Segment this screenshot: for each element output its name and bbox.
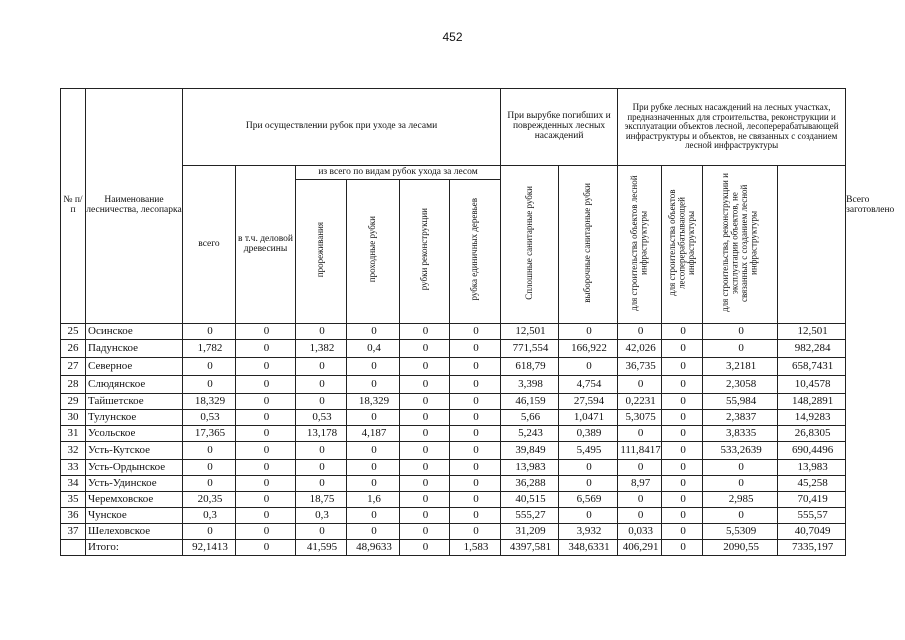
row-value-cell: 40,515 [501, 492, 559, 508]
row-value-cell: 0 [400, 410, 450, 426]
row-value-cell: 690,4496 [778, 442, 846, 460]
row-value-cell: 10,4578 [778, 376, 846, 394]
row-value-cell: 0 [662, 540, 703, 556]
row-value-cell: 0 [400, 476, 450, 492]
row-value-cell: 0 [450, 460, 501, 476]
row-value-cell: 12,501 [778, 324, 846, 340]
row-value-cell: 0 [559, 358, 618, 376]
row-value-cell: 0 [703, 508, 778, 524]
row-value-cell: 1,583 [450, 540, 501, 556]
header-total: всего [183, 166, 236, 324]
row-value-cell: 36,735 [618, 358, 662, 376]
row-forestry-name: Усть-Ордынское [86, 460, 183, 476]
row-value-cell: 0 [400, 524, 450, 540]
row-number: 28 [61, 376, 86, 394]
row-value-cell: 0 [236, 340, 296, 358]
row-value-cell: 0,4 [347, 340, 400, 358]
row-value-cell: 0 [662, 524, 703, 540]
row-value-cell: 658,7431 [778, 358, 846, 376]
row-value-cell: 0,53 [296, 410, 347, 426]
row-value-cell: 3,2181 [703, 358, 778, 376]
row-value-cell: 0 [400, 540, 450, 556]
header-clear-sanitary: Сплошные санитарные рубки [501, 166, 559, 324]
row-value-cell: 3,932 [559, 524, 618, 540]
row-value-cell: 0 [450, 394, 501, 410]
row-value-cell: 0 [662, 410, 703, 426]
row-value-cell: 771,554 [501, 340, 559, 358]
row-number: 25 [61, 324, 86, 340]
row-value-cell: 0 [662, 358, 703, 376]
row-value-cell: 3,8335 [703, 426, 778, 442]
row-forestry-name: Шелеховское [86, 524, 183, 540]
row-value-cell: 0 [236, 394, 296, 410]
table-row [61, 460, 846, 476]
row-value-cell: 0 [662, 492, 703, 508]
header-processing-infra: для строительства объектов лесоперерабатывающей инфраструктуры [662, 166, 703, 324]
row-forestry-name: Усть-Удинское [86, 476, 183, 492]
row-value-cell: 0 [662, 394, 703, 410]
row-value-cell: 555,27 [501, 508, 559, 524]
row-value-cell: 0 [662, 376, 703, 394]
row-value-cell: 0 [236, 540, 296, 556]
row-value-cell: 0 [618, 492, 662, 508]
header-care-types: из всего по видам рубок ухода за лесом [296, 166, 501, 180]
row-number: 37 [61, 524, 86, 540]
row-value-cell: 0 [183, 524, 236, 540]
header-num: № п/п [61, 89, 86, 324]
row-value-cell: 0 [450, 442, 501, 460]
row-value-cell: 2,3837 [703, 410, 778, 426]
table-row [61, 442, 846, 460]
row-number: 33 [61, 460, 86, 476]
row-number: 29 [61, 394, 86, 410]
row-value-cell: 555,57 [778, 508, 846, 524]
header-care-group: При осуществлении рубок при уходе за лесами [183, 89, 501, 166]
row-value-cell: 55,984 [703, 394, 778, 410]
table-row [61, 394, 846, 410]
row-value-cell: 18,329 [347, 394, 400, 410]
row-value-cell: 0 [450, 508, 501, 524]
row-number: 31 [61, 426, 86, 442]
row-value-cell: 36,288 [501, 476, 559, 492]
row-value-cell: 0 [450, 410, 501, 426]
row-value-cell: 0 [618, 426, 662, 442]
row-value-cell: 18,329 [183, 394, 236, 410]
row-value-cell: 0 [559, 324, 618, 340]
row-value-cell: 26,8305 [778, 426, 846, 442]
row-value-cell: 13,983 [501, 460, 559, 476]
row-value-cell: 0 [400, 508, 450, 524]
harvest-table: № п/п Наименование лесничества, лесопарка При осуществлении рубок при уходе за лесами При вырубке погибших и поврежденных лесных насаждений При рубке лесных насаждений на лесных участках, предназначенных для строительства, реконструкции и эксплуатации объектов лесной, лесоперерабатывающей инфраструктуры и объектов, не связанных с созданием лесной инфраструктуры Всего заготовлено всего в т.ч. деловой древесины из всего по видам рубок ухода за лесом Сплошные санитарные рубки выборочные санитарные рубки для строительства объектов лесной инфраструктуры для строительства объектов лесоперерабатывающей инфраструктуры для строительства, реконструкции и эксплуатации объектов, не связанных с созданием лесной инфраструктуры прореживания проходные рубки рубки реконструкции рубка единичных деревьев 25 Осинское 0 0 0 0 0 0 12,501 0 0 0 0 12,501 26 Падунское 1,782 0 1,382 0,4 0 0 771,554 166,922 42,026 0 0 982,284 27 Северное 0 0 0 0 0 0 618,79 0 36,735 0 3,2181 658,7431 28 Слюдянское 0 0 0 0 0 0 3,398 4,754 0 0 2,3058 10,4578 29 Тайшетское 18,329 0 0 18,329 0 0 46,159 27,594 0,2231 0 55,984 148,2891 30 Тулунское 0,53 0 0,53 0 0 0 5,66 1,0471 5,3075 0 2,3837 14,9283 31 Усольское 17,365 0 13,178 4,187 0 0 5,243 0,389 0 0 3,8335 26,8305 32 Усть-Кутское 0 0 0 0 0 0 39,849 5,495 111,8417 0 533,2639 690,4496 33 Усть-Ордынское 0 0 0 0 0 0 13,983 0 0 0 0 13,983 34 Усть-Удинское 0 0 0 0 0 0 36,288 0 8,97 0 0 45,258 35 Черемховское 20,35 0 18,75 1,6 0 0 40,515 6,569 0 0 2,985 70,419 36 Чунское 0,3 0 0,3 0 0 0 555,27 0 0 0 0 555,57 37 Шелеховское 0 0 0 0 0 0 31,209 3,932 0,033 0 5,5309 40,7049 Итого: 92,1413 0 41,595 48,9633 0 1,583 4397,581 348,6331 406,291 0 2090,55 7335,197 [60, 88, 846, 556]
row-value-cell: 0 [347, 524, 400, 540]
row-value-cell: 0 [296, 394, 347, 410]
row-value-cell: 0 [450, 324, 501, 340]
table-row [61, 324, 846, 340]
row-value-cell: 4397,581 [501, 540, 559, 556]
row-value-cell: 0 [236, 426, 296, 442]
row-value-cell: 31,209 [501, 524, 559, 540]
row-value-cell: 0 [236, 358, 296, 376]
header-thinning: прореживания [296, 180, 347, 324]
row-value-cell: 0 [400, 394, 450, 410]
row-number: 26 [61, 340, 86, 358]
row-value-cell: 0 [662, 324, 703, 340]
row-value-cell: 0 [662, 340, 703, 358]
row-value-cell: 1,782 [183, 340, 236, 358]
row-number: 27 [61, 358, 86, 376]
row-value-cell: 27,594 [559, 394, 618, 410]
row-value-cell: 20,35 [183, 492, 236, 508]
row-value-cell: 0 [296, 358, 347, 376]
row-value-cell: 0 [347, 476, 400, 492]
row-value-cell: 0 [183, 324, 236, 340]
row-value-cell: 0,53 [183, 410, 236, 426]
table-row [61, 476, 846, 492]
row-value-cell: 0 [347, 410, 400, 426]
row-forestry-name: Черемховское [86, 492, 183, 508]
row-forestry-name: Падунское [86, 340, 183, 358]
row-value-cell: 41,595 [296, 540, 347, 556]
row-value-cell: 0 [347, 358, 400, 376]
row-value-cell: 0 [347, 442, 400, 460]
table-row [61, 340, 846, 358]
row-value-cell: 0 [450, 376, 501, 394]
row-value-cell: 0 [183, 476, 236, 492]
row-value-cell: 2,985 [703, 492, 778, 508]
row-value-cell: 48,9633 [347, 540, 400, 556]
row-value-cell: 0 [703, 324, 778, 340]
row-value-cell: 0 [296, 376, 347, 394]
table-row [61, 376, 846, 394]
table-row [61, 410, 846, 426]
row-value-cell: 0 [236, 410, 296, 426]
row-value-cell: 148,2891 [778, 394, 846, 410]
row-value-cell: 70,419 [778, 492, 846, 508]
row-forestry-name: Северное [86, 358, 183, 376]
row-forestry-name: Чунское [86, 508, 183, 524]
row-value-cell: 5,243 [501, 426, 559, 442]
row-value-cell: 0 [703, 476, 778, 492]
row-value-cell: 39,849 [501, 442, 559, 460]
header-name: Наименование лесничества, лесопарка [86, 89, 183, 324]
row-value-cell: 0,389 [559, 426, 618, 442]
row-value-cell: 0 [618, 508, 662, 524]
row-value-cell: 0 [703, 460, 778, 476]
header-reconstruction: рубки реконструкции [400, 180, 450, 324]
row-value-cell: 0 [450, 426, 501, 442]
row-value-cell: 4,187 [347, 426, 400, 442]
header-selective-sanitary: выборочные санитарные рубки [559, 166, 618, 324]
header-infra-group: При рубке лесных насаждений на лесных участках, предназначенных для строительства, реконструкции и эксплуатации объектов лесной, лесоперерабатывающей инфраструктуры и объектов, не связанных с созданием лесной инфраструктуры [618, 89, 846, 166]
row-value-cell: 0,2231 [618, 394, 662, 410]
table-row [61, 540, 846, 556]
row-value-cell: 18,75 [296, 492, 347, 508]
page-number: 452 [442, 30, 463, 44]
row-value-cell: 0 [662, 460, 703, 476]
header-passage: проходные рубки [347, 180, 400, 324]
row-value-cell: 0 [400, 426, 450, 442]
row-value-cell: 0 [236, 524, 296, 540]
row-value-cell: 0 [400, 376, 450, 394]
row-value-cell: 0 [296, 324, 347, 340]
table-row [61, 492, 846, 508]
row-value-cell: 0 [559, 476, 618, 492]
row-value-cell: 2,3058 [703, 376, 778, 394]
row-value-cell: 0 [347, 324, 400, 340]
row-value-cell: 13,983 [778, 460, 846, 476]
row-value-cell: 0 [236, 508, 296, 524]
row-value-cell: 0 [559, 460, 618, 476]
row-value-cell: 0 [296, 442, 347, 460]
table-row [61, 426, 846, 442]
row-value-cell: 0 [662, 508, 703, 524]
row-value-cell: 1,382 [296, 340, 347, 358]
row-value-cell: 17,365 [183, 426, 236, 442]
row-value-cell: 13,178 [296, 426, 347, 442]
row-value-cell: 0 [347, 508, 400, 524]
row-forestry-name: Усть-Кутское [86, 442, 183, 460]
row-value-cell: 0 [236, 442, 296, 460]
row-value-cell: 406,291 [618, 540, 662, 556]
row-value-cell: 0 [347, 460, 400, 476]
row-value-cell: 0 [183, 376, 236, 394]
header-single-trees: рубка единичных деревьев [450, 180, 501, 324]
row-value-cell: 0 [450, 524, 501, 540]
row-value-cell: 5,495 [559, 442, 618, 460]
row-value-cell: 0 [236, 460, 296, 476]
row-value-cell: 8,97 [618, 476, 662, 492]
table-body [61, 324, 846, 556]
row-value-cell: 46,159 [501, 394, 559, 410]
table-row [61, 358, 846, 376]
row-value-cell: 0 [400, 324, 450, 340]
row-value-cell: 0 [347, 376, 400, 394]
row-value-cell: 0 [236, 476, 296, 492]
row-value-cell: 0 [559, 508, 618, 524]
row-value-cell: 2090,55 [703, 540, 778, 556]
row-value-cell: 3,398 [501, 376, 559, 394]
table-row [61, 524, 846, 540]
row-value-cell: 0 [183, 460, 236, 476]
header-dead-group: При вырубке погибших и поврежденных лесных насаждений [501, 89, 618, 166]
row-value-cell: 0 [703, 340, 778, 358]
row-value-cell: 166,922 [559, 340, 618, 358]
row-value-cell: 0 [450, 492, 501, 508]
row-value-cell: 0,033 [618, 524, 662, 540]
row-value-cell: 45,258 [778, 476, 846, 492]
row-value-cell: 618,79 [501, 358, 559, 376]
row-value-cell: 0 [296, 476, 347, 492]
row-value-cell: 0 [450, 340, 501, 358]
row-value-cell: 5,5309 [703, 524, 778, 540]
row-value-cell: 0 [296, 524, 347, 540]
row-number: 30 [61, 410, 86, 426]
row-forestry-name: Усольское [86, 426, 183, 442]
row-number: 36 [61, 508, 86, 524]
row-value-cell: 0 [183, 358, 236, 376]
row-value-cell: 12,501 [501, 324, 559, 340]
row-value-cell: 982,284 [778, 340, 846, 358]
row-value-cell: 4,754 [559, 376, 618, 394]
row-value-cell: 14,9283 [778, 410, 846, 426]
row-number: 32 [61, 442, 86, 460]
row-number: 34 [61, 476, 86, 492]
row-value-cell: 111,8417 [618, 442, 662, 460]
row-value-cell: 5,66 [501, 410, 559, 426]
row-value-cell: 1,0471 [559, 410, 618, 426]
row-forestry-name: Тайшетское [86, 394, 183, 410]
row-value-cell: 0 [183, 442, 236, 460]
row-value-cell: 533,2639 [703, 442, 778, 460]
row-number [61, 540, 86, 556]
row-value-cell: 0 [296, 460, 347, 476]
row-value-cell: 0 [662, 442, 703, 460]
header-business: в т.ч. деловой древесины [236, 166, 296, 324]
row-value-cell: 0 [400, 460, 450, 476]
row-forestry-name: Итого: [86, 540, 183, 556]
row-value-cell: 0 [400, 340, 450, 358]
row-value-cell: 0 [618, 460, 662, 476]
row-value-cell: 0,3 [296, 508, 347, 524]
table-row [61, 508, 846, 524]
header-non-forest: для строительства, реконструкции и эксплуатации объектов, не связанных с созданием лесной инфраструктуры [703, 166, 778, 324]
row-value-cell: 40,7049 [778, 524, 846, 540]
row-value-cell: 0 [236, 492, 296, 508]
header-forest-infra: для строительства объектов лесной инфраструктуры [618, 166, 662, 324]
row-value-cell: 92,1413 [183, 540, 236, 556]
row-value-cell: 348,6331 [559, 540, 618, 556]
row-value-cell: 0,3 [183, 508, 236, 524]
row-value-cell: 42,026 [618, 340, 662, 358]
row-value-cell: 0 [450, 476, 501, 492]
row-value-cell: 0 [662, 476, 703, 492]
row-value-cell: 5,3075 [618, 410, 662, 426]
row-value-cell: 0 [400, 492, 450, 508]
row-value-cell: 0 [450, 358, 501, 376]
row-forestry-name: Осинское [86, 324, 183, 340]
row-value-cell: 6,569 [559, 492, 618, 508]
row-value-cell: 1,6 [347, 492, 400, 508]
row-value-cell: 0 [236, 376, 296, 394]
row-value-cell: 7335,197 [778, 540, 846, 556]
row-value-cell: 0 [618, 376, 662, 394]
row-value-cell: 0 [236, 324, 296, 340]
row-value-cell: 0 [662, 426, 703, 442]
row-value-cell: 0 [400, 358, 450, 376]
row-value-cell: 0 [400, 442, 450, 460]
row-number: 35 [61, 492, 86, 508]
row-forestry-name: Тулунское [86, 410, 183, 426]
row-forestry-name: Слюдянское [86, 376, 183, 394]
row-value-cell: 0 [618, 324, 662, 340]
